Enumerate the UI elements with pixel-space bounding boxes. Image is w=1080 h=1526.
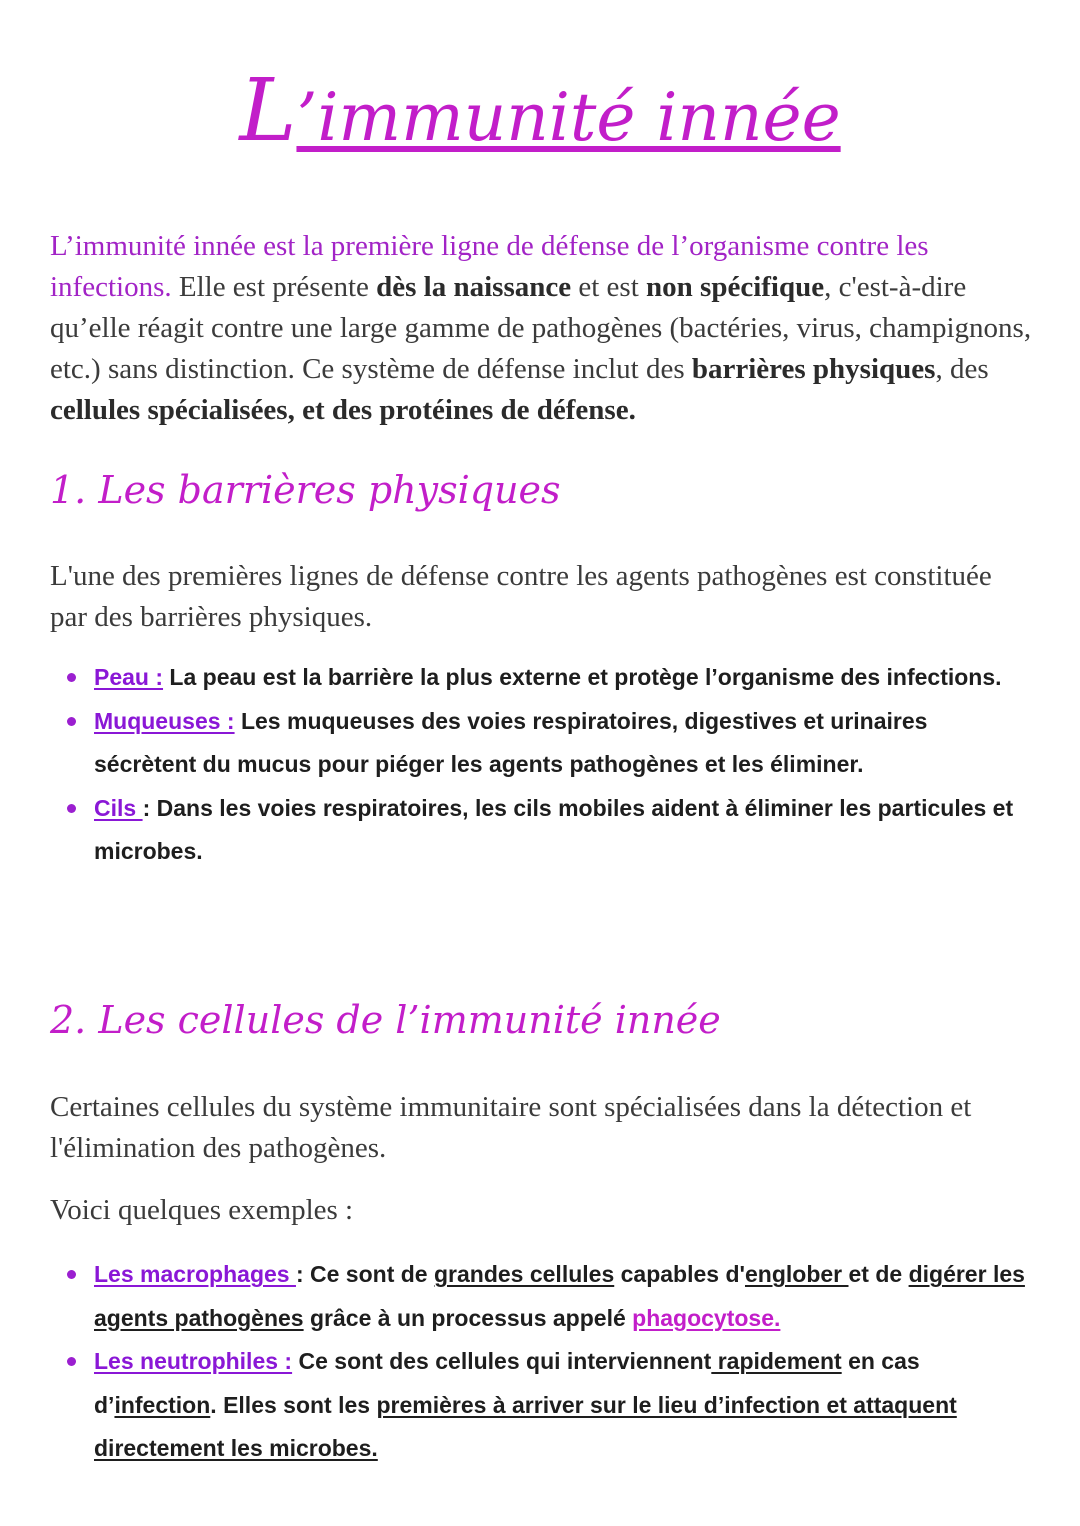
intro-bold: non spécifique <box>646 271 825 303</box>
cells-list <box>50 1253 1035 1471</box>
intro-text: et est <box>571 271 647 303</box>
page-title <box>0 60 1080 163</box>
intro-bold: barrières physiques <box>691 353 936 385</box>
highlight-term: phagocytose. <box>632 1304 781 1331</box>
list-item <box>50 1253 1035 1340</box>
term-label: Les macrophages <box>94 1261 296 1287</box>
item-text: grâce à un processus appelé <box>303 1304 633 1331</box>
item-text: Ce sont des cellules qui interviennent <box>292 1348 712 1374</box>
section2-paragraph: Certaines cellules du système immunitaire sont spécialisées dans la détection et l'élimination des pathogènes. <box>50 1091 972 1164</box>
list-item <box>50 1340 1035 1471</box>
intro-bold: dès la naissance <box>376 271 572 303</box>
term-label: Cils <box>94 794 143 821</box>
title-rest: ’immunité innée <box>296 79 841 156</box>
bullet-icon <box>67 1270 76 1279</box>
item-text: La peau est la barrière la plus externe et protège l’organisme des infections. <box>163 664 1002 690</box>
underlined-text: englober <box>744 1261 849 1287</box>
intro-lead: L’immunité innée est la première ligne de défense de l’organisme contre les infections. <box>50 230 929 303</box>
intro-text: , des <box>935 353 989 385</box>
bullet-icon <box>67 804 76 813</box>
item-text: en cas d’ <box>94 1348 920 1418</box>
item-text: Les muqueuses des voies respiratoires, digestives et urinaires sécrètent du mucus pour piéger les agents pathogènes et les éliminer. <box>94 707 928 777</box>
term-label: Peau : <box>94 664 164 690</box>
term-label: Muqueuses : <box>94 707 235 734</box>
section-heading-1: 1. Les barrières physiques <box>50 468 561 512</box>
intro-text: Elle est présente <box>171 271 377 303</box>
title-initial: L <box>239 61 297 161</box>
item-text: capables d' <box>614 1261 745 1287</box>
item-text: : Ce sont de <box>295 1261 434 1287</box>
section-heading-2: 2. Les cellules de l’immunité innée <box>50 998 721 1042</box>
underlined-text: grandes cellules <box>433 1261 615 1287</box>
item-text: et de <box>848 1261 909 1287</box>
bullet-icon <box>67 1357 76 1366</box>
list-item <box>50 656 1035 700</box>
list-item <box>50 787 1035 874</box>
barrier-list <box>50 656 1035 874</box>
bullet-icon <box>67 673 76 682</box>
intro-text: , c'est-à-dire qu’elle réagit contre une large gamme de pathogènes (bactéries, virus, champignons, etc.) sans distinction. Ce système de défense inclut des <box>50 271 1032 385</box>
underlined-text: rapidement <box>711 1348 842 1374</box>
item-text: . Elles sont les <box>210 1391 377 1418</box>
term-label: Les neutrophiles : <box>94 1348 293 1374</box>
underlined-text: infection <box>114 1391 211 1418</box>
intro-bold: cellules spécialisées, et des protéines de défense. <box>50 394 636 426</box>
list-item <box>50 700 1035 787</box>
examples-intro: Voici quelques exemples : <box>50 1194 354 1226</box>
intro-paragraph <box>50 226 1035 431</box>
bullet-icon <box>67 717 76 726</box>
section1-paragraph: L'une des premières lignes de défense contre les agents pathogènes est constituée par des barrières physiques. <box>50 560 992 633</box>
item-text: : Dans les voies respiratoires, les cils mobiles aident à éliminer les particules et microbes. <box>94 794 1014 864</box>
underlined-text: premières à arriver sur le lieu d’infection et attaquent directement les microbes. <box>94 1391 957 1461</box>
underlined-text: digérer les agents pathogènes <box>94 1261 1025 1331</box>
